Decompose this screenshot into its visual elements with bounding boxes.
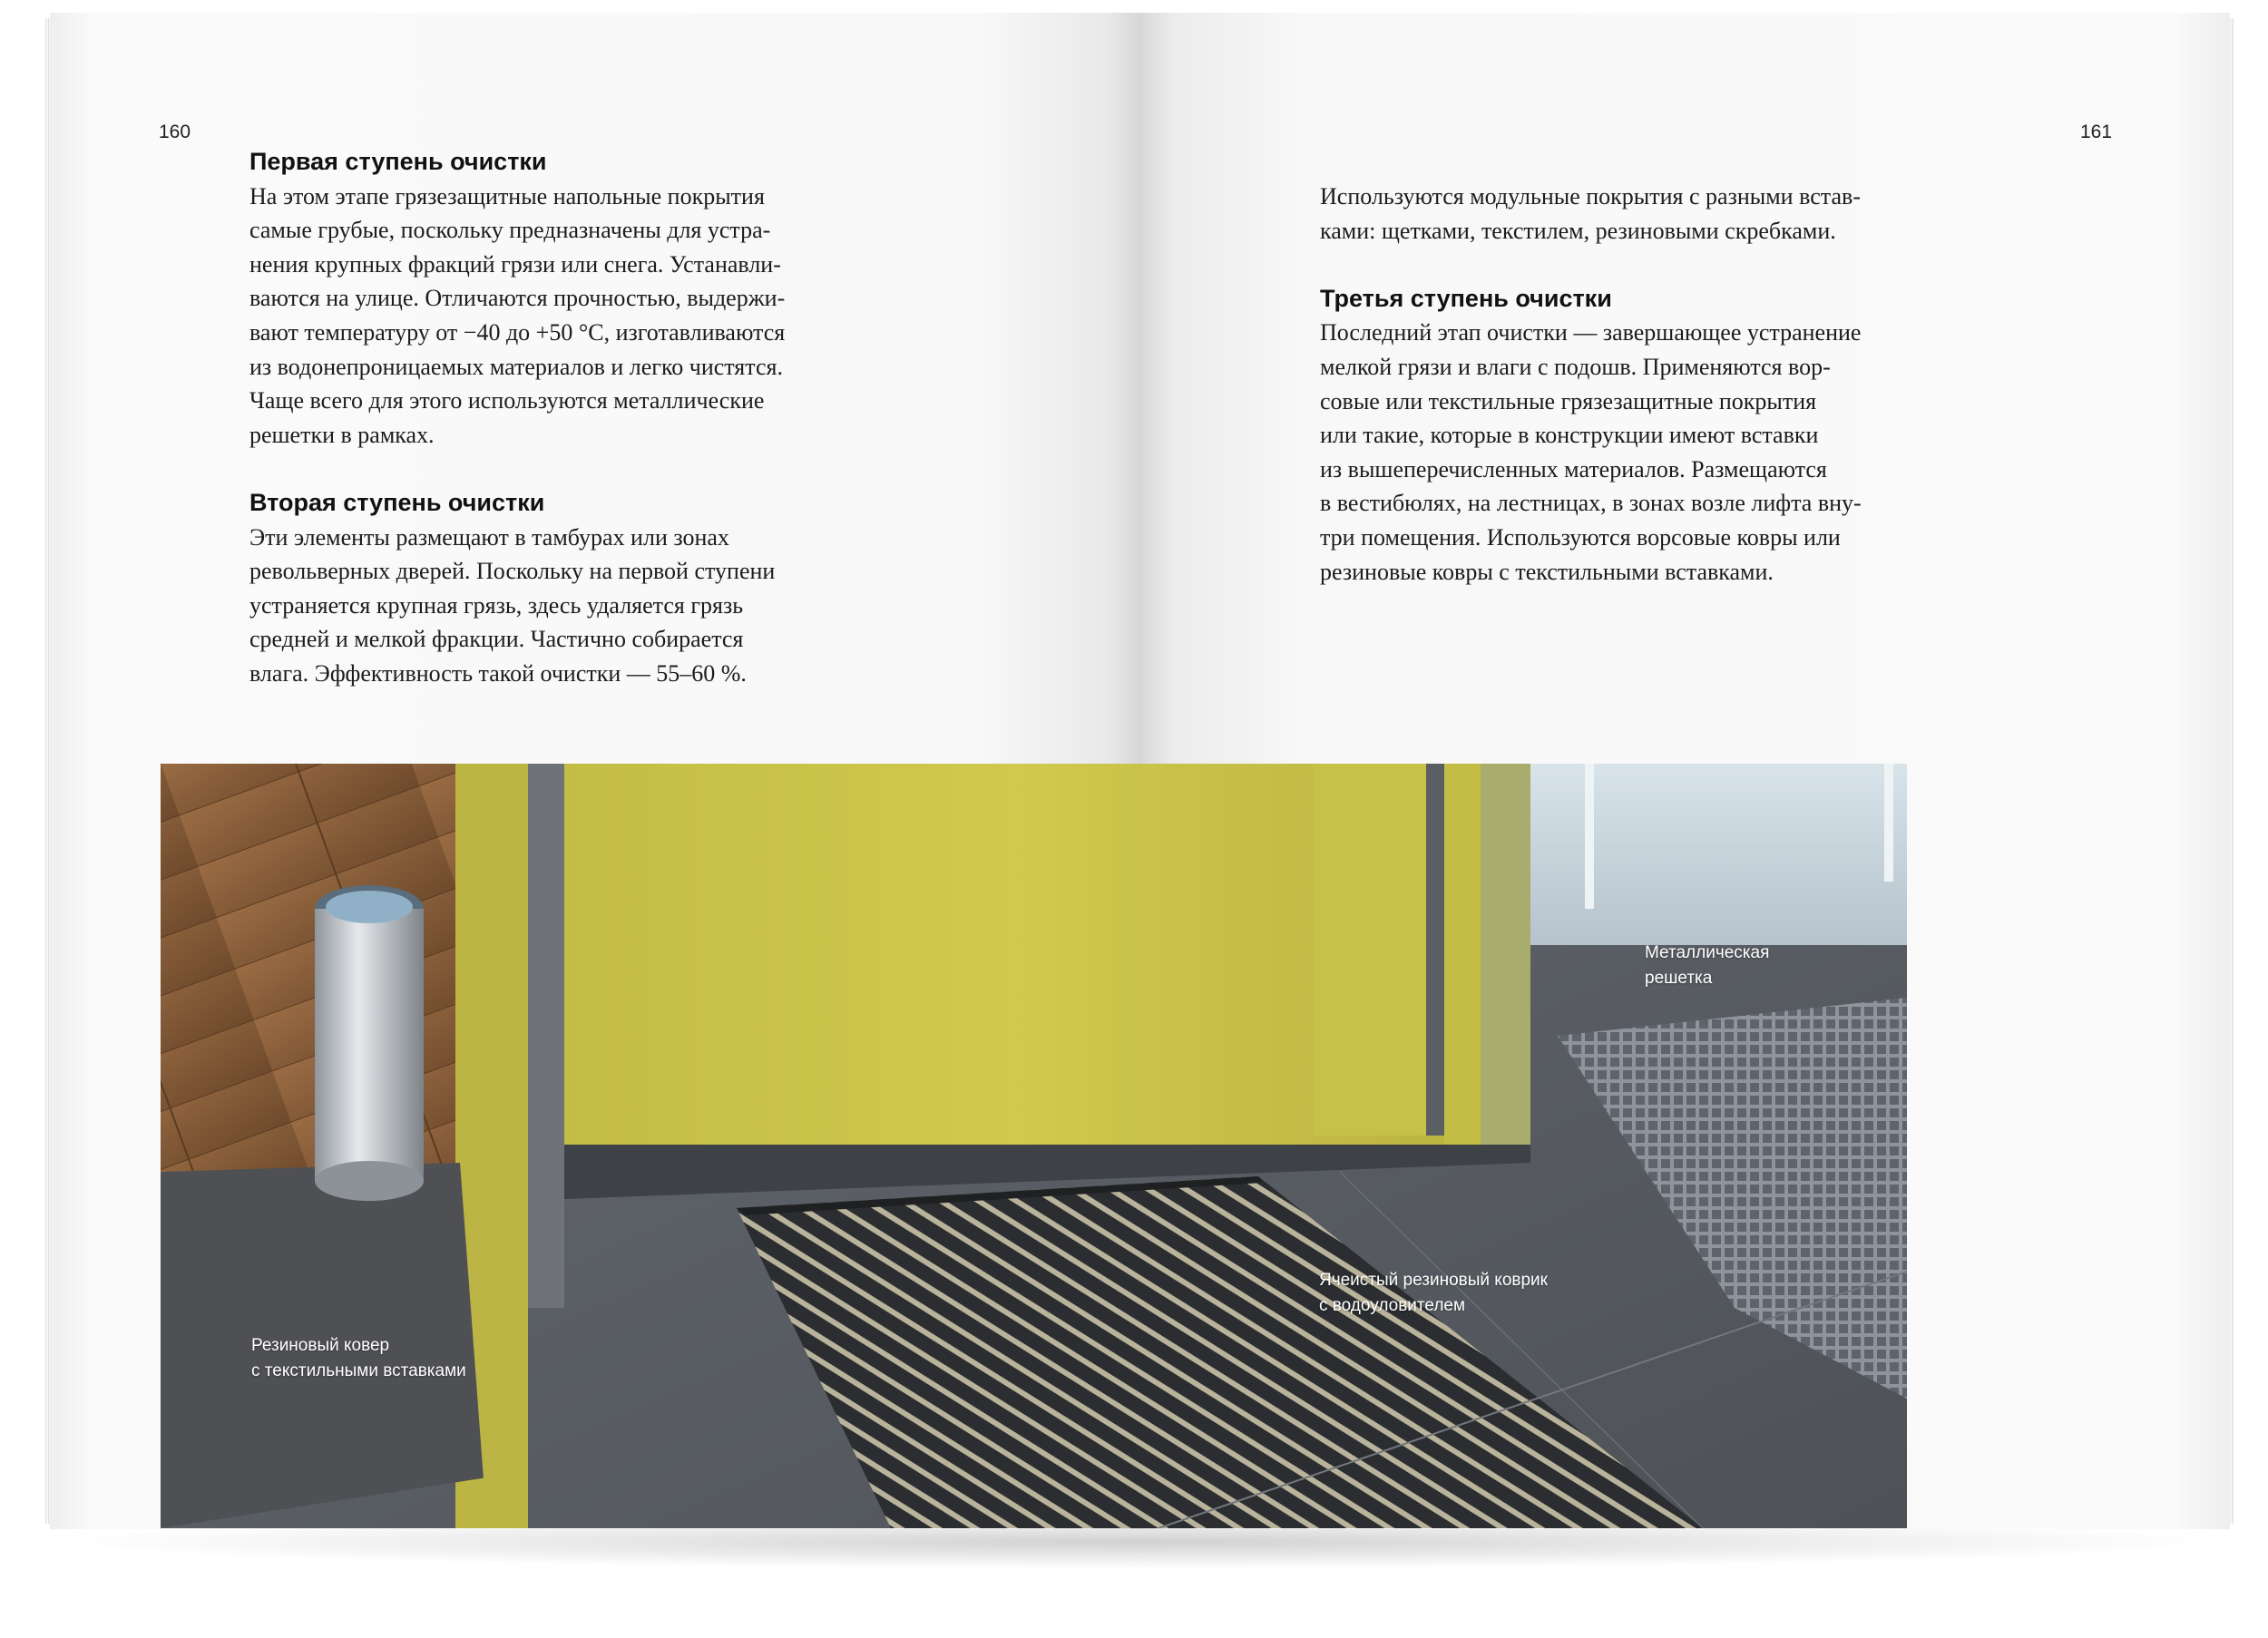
entrance-illustration [161,764,1907,1528]
page-number-right: 161 [2080,122,2113,142]
caption-metal-grate: Металлическая решетка [1645,943,1770,988]
right-text-column [1320,180,1919,589]
caption-rubber-carpet: Резиновый ковер с текстильными вставками [251,1336,466,1380]
section-heading-third-stage: Третья ступень очистки [1320,284,1612,312]
section-body-third-stage: Последний этап очистки — завершающее устранение мелкой грязи и влаги с подошв. Применяются вор- совые или текстильные грязезащитные покрытия или такие, которые в конструкции имеют вставки из вышеперечисленных материалов. Размещаются в вестибюлях, на лестницах, в зонах возле лифта вну- три помещения. Используются ворсовые ковры или резиновые ковры с текстильными вставками. [1320,319,1862,585]
section-body-second-stage: Эти элементы размещают в тамбурах или зонах револьверных дверей. Поскольку на первой ступени устраняется крупная грязь, здесь удаляется грязь средней и мелкой фракции. Частично собирается влага. Эффективность такой очистки — 55–60 %. [249,523,776,687]
left-text-column [249,145,848,691]
caption-cellular-mat: Ячеистый резиновый коврик с водоуловителем [1319,1271,1548,1315]
right-intro-paragraph: Используются модульные покрытия с разными встав- ками: щетками, текстилем, резиновыми скребками. [1320,183,1861,244]
page-number-left: 160 [159,122,191,142]
entrance-scene-drawing [161,764,1907,1528]
section-body-first-stage: На этом этапе грязезащитные напольные покрытия самые грубые, поскольку предназначены для устра- нения крупных фракций грязи или снега. Устанавли- ваются на улице. Отличаются прочностью, выдержи- вают температуру от −40 до +50 °С, изготавливаются из водонепроницаемых материалов и легко чистятся. Чаще всего для этого используются металлические решетки в рамках. [249,182,786,448]
section-heading-second-stage: Вторая ступень очистки [249,488,545,516]
section-heading-first-stage: Первая ступень очистки [249,148,547,175]
waste-bin [315,909,424,1181]
